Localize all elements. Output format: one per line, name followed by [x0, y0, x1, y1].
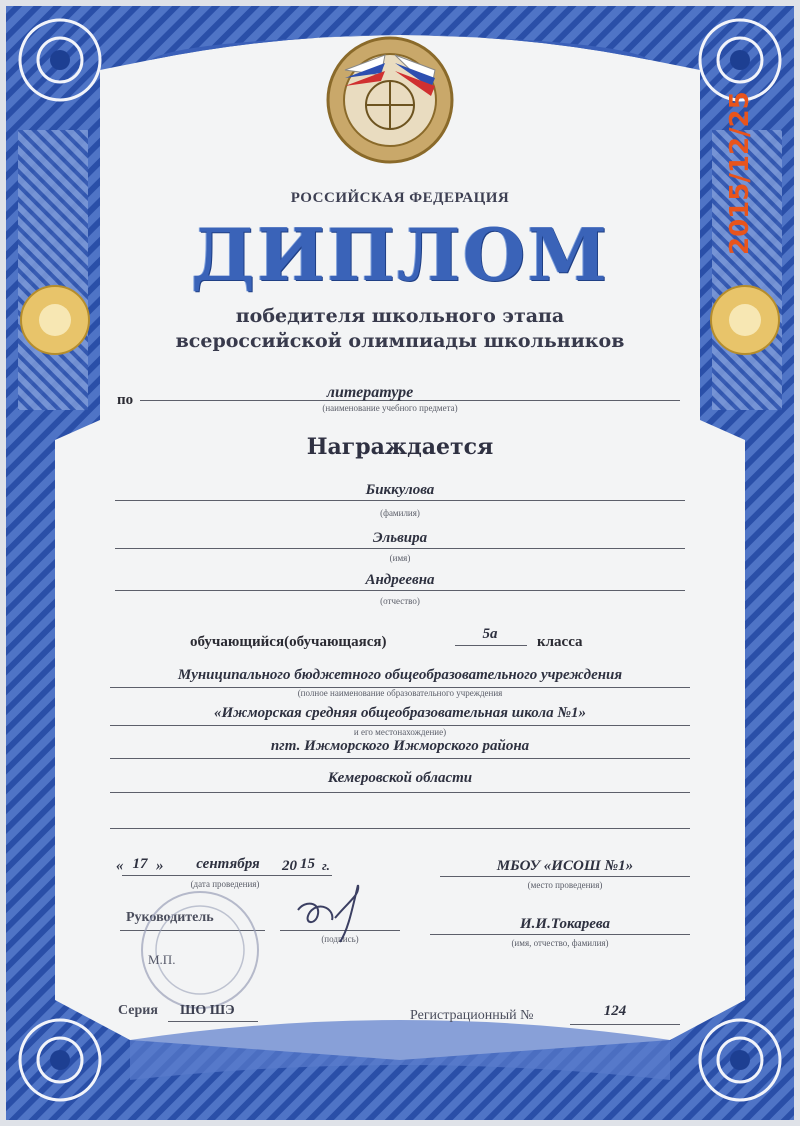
- date-year-prefix: 20: [282, 858, 297, 874]
- head-name: И.И.Токарева: [520, 916, 610, 932]
- registration-label: Регистрационный №: [410, 1008, 534, 1023]
- photo-date-text: 2015/12/25: [725, 91, 755, 255]
- first-name-underline: [115, 548, 685, 549]
- venue-value: МБОУ «ИСОШ №1»: [496, 858, 634, 874]
- school-caption-2: и его местонахождение): [353, 727, 447, 737]
- venue-underline: [440, 876, 690, 877]
- date-close-quote: »: [156, 858, 164, 874]
- signature-caption: (подпись): [321, 934, 359, 944]
- head-name-underline: [430, 934, 690, 935]
- patronymic-underline: [115, 590, 685, 591]
- school-line-4: Кемеровской области: [327, 770, 473, 786]
- surname-underline: [115, 500, 685, 501]
- patronymic-caption: (отчество): [380, 596, 420, 606]
- grade-value: 5а: [482, 626, 498, 642]
- school-underline-3: [110, 758, 690, 759]
- head-label: Руководитель: [126, 910, 214, 925]
- head-name-caption: (имя, отчество, фамилия): [511, 938, 609, 948]
- country-heading: РОССИЙСКАЯ ФЕДЕРАЦИЯ: [290, 190, 510, 206]
- school-line-1: Муниципального бюджетного общеобразовательного учреждения: [177, 667, 623, 683]
- first-name-caption: (имя): [389, 553, 411, 563]
- date-underline: [122, 875, 332, 876]
- head-signature: [280, 880, 400, 950]
- subject-value: литературе: [326, 384, 414, 401]
- diploma-title: ДИПЛОМ: [190, 212, 610, 297]
- school-stamp: [120, 890, 280, 1020]
- recipient-surname: Биккулова: [365, 482, 435, 498]
- school-line-2: «Ижморская средняя общеобразовательная школа №1»: [213, 705, 587, 721]
- grade-prefix: обучающийся(обучающаяся): [190, 634, 387, 650]
- school-caption-1: (полное наименование образовательного учреждения: [297, 688, 503, 698]
- date-open-quote: «: [116, 858, 124, 874]
- subject-label: по: [117, 392, 134, 408]
- school-underline-2: [110, 725, 690, 726]
- date-caption: (дата проведения): [190, 879, 260, 889]
- recipient-patronymic: Андреевна: [365, 572, 435, 588]
- surname-caption: (фамилия): [380, 508, 420, 518]
- date-year-mark: г.: [322, 858, 330, 873]
- grade-suffix: класса: [537, 634, 583, 650]
- subtitle-line-1: победителя школьного этапа: [235, 305, 565, 327]
- date-month: сентября: [196, 856, 260, 872]
- subtitle-line-2: всероссийской олимпиады школьников: [175, 330, 625, 352]
- stamp-label: М.П.: [148, 952, 176, 967]
- registration-underline: [570, 1024, 680, 1025]
- venue-caption: (место проведения): [527, 880, 603, 890]
- serial-label: Серия: [118, 1003, 158, 1018]
- awarded-label: Награждается: [306, 434, 494, 460]
- grade-underline: [455, 645, 527, 646]
- date-year-suffix: 15: [300, 856, 315, 872]
- date-day: 17: [132, 856, 148, 872]
- serial-underline: [168, 1021, 258, 1022]
- recipient-first-name: Эльвира: [372, 530, 428, 546]
- school-underline-5: [110, 828, 690, 829]
- registration-value: 124: [603, 1003, 627, 1019]
- subject-caption: (наименование учебного предмета): [322, 403, 458, 413]
- school-line-3: пгт. Ижморского Ижморского района: [270, 738, 530, 754]
- serial-value: ШО ШЭ: [180, 1003, 235, 1018]
- photo-date-watermark: [718, 50, 758, 260]
- school-underline-4: [110, 792, 690, 793]
